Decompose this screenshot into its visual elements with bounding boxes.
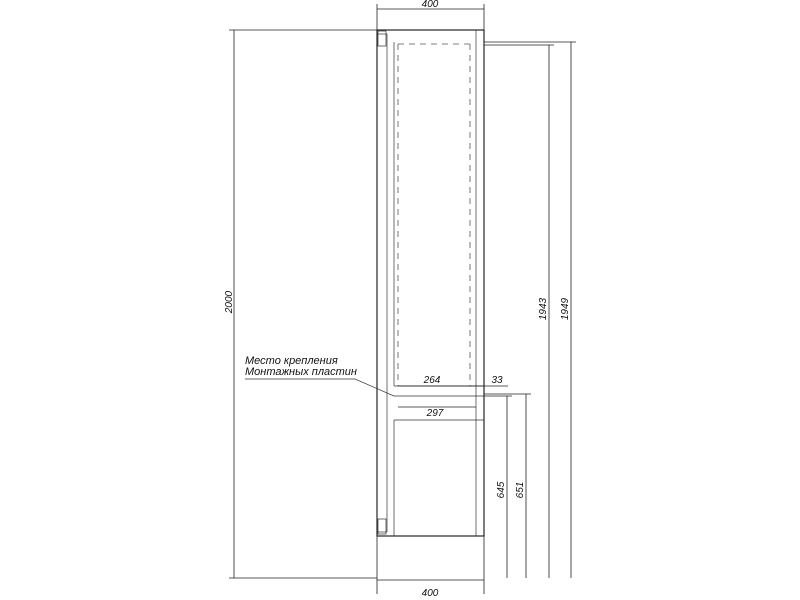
dim-shelf-inner-label: 264	[423, 375, 441, 386]
dim-shelf-gap	[484, 375, 508, 386]
dim-shelf-inner	[398, 375, 484, 386]
dim-total-height	[224, 30, 377, 578]
dim-bottom-width	[377, 536, 484, 599]
callout-line-1: Место крепления	[245, 355, 338, 367]
dim-shelf-depth-label: 297	[426, 408, 444, 419]
dim-height-651	[484, 394, 531, 578]
dim-height-645	[484, 396, 512, 578]
dim-height-651-label: 651	[515, 481, 526, 499]
dim-height-1949-label: 1949	[560, 297, 571, 321]
dim-shelf-depth	[398, 407, 476, 419]
cabinet-outline	[377, 30, 484, 536]
top-hinge-mark	[378, 31, 386, 46]
dim-top-width	[377, 0, 484, 30]
shelf-hole-rows	[398, 44, 470, 386]
dim-bottom-width-label: 400	[421, 588, 439, 599]
dim-height-1943-label: 1943	[538, 297, 549, 321]
mounting-callout	[245, 355, 394, 396]
dim-shelf-gap-label: 33	[491, 375, 503, 386]
callout-line-2: Монтажных пластин	[245, 366, 357, 378]
dim-total-height-label: 2000	[224, 290, 235, 314]
dim-height-645-label: 645	[496, 481, 507, 499]
dim-top-width-label: 400	[421, 0, 439, 10]
